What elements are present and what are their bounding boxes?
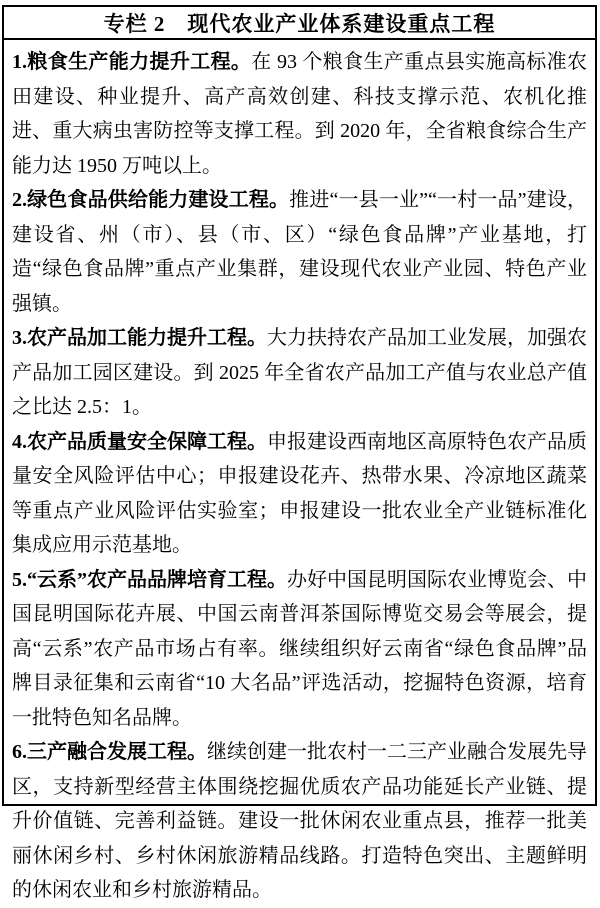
paragraph-green-food-supply — [12, 183, 587, 321]
column-box — [2, 5, 597, 901]
paragraph-lead: 4.农产品质量安全保障工程。 — [12, 430, 267, 453]
paragraph-lead: 5.“云系”农产品品牌培育工程。 — [12, 568, 287, 591]
paragraph-text: 申报建设西南地区高原特色农产品质量安全风险评估中心；申报建设花卉、热带水果、冷凉地区蔬菜等重点产业风险评估实验室；申报建设一批农业全产业链标准化集成应用示范基地。 — [12, 430, 587, 556]
box-body — [4, 40, 595, 908]
paragraph-text: 推进“一县一业”“一村一品”建设，建设省、州（市）、县（市、区）“绿色食品牌”产业基地，打造“绿色食品牌”重点产业集群，建设现代农业产业园、特色产业强镇。 — [12, 189, 587, 315]
paragraph-text: 继续创建一批农村一二三产业融合发展先导区，支持新型经营主体围绕挖掘优质农产品功能延长产业链、提升价值链、完善利益链。建设一批休闲农业重点县，推荐一批美丽休闲乡村、乡村休闲旅游精品线路。打造特色突出、主题鲜明的休闲农业和乡村旅游精品。 — [12, 741, 587, 901]
paragraph-lead: 2.绿色食品供给能力建设工程。 — [12, 189, 290, 211]
paragraph-text: 办好中国昆明国际农业博览会、中国昆明国际花卉展、中国云南普洱茶国际博览交易会等展会，提高“云系”农产品市场占有率。继续组织好云南省“绿色食品牌”品牌目录征集和云南省“10 大名品”评选活动，挖掘特色资源，培育一批特色知名品牌。 — [12, 568, 587, 729]
box-title-bar — [4, 7, 595, 40]
paragraph-quality-safety — [12, 425, 587, 563]
paragraph-lead: 6.三产融合发展工程。 — [12, 741, 207, 763]
paragraph-text: 大力扶持农产品加工业发展，加强农产品加工园区建设。到 2025 年全省农产品加工产值与农业总产值之比达 2.5：1。 — [12, 327, 587, 418]
paragraph-grain-production — [12, 45, 587, 183]
paragraph-lead: 1.粮食生产能力提升工程。 — [12, 51, 252, 73]
paragraph-yun-brand — [12, 563, 587, 736]
paragraph-industry-integration — [12, 735, 587, 908]
paragraph-lead: 3.农产品加工能力提升工程。 — [12, 327, 267, 349]
paragraph-processing-capacity — [12, 321, 587, 425]
box-title: 专栏 2 现代农业产业体系建设重点工程 — [103, 11, 496, 36]
paragraph-text: 在 93 个粮食生产重点县实施高标准农田建设、种业提升、高产高效创建、科技支撑示范、农机化推进、重大病虫害防控等支撑工程。到 2020 年，全省粮食综合生产能力达 1950 万吨以上。 — [12, 51, 588, 177]
